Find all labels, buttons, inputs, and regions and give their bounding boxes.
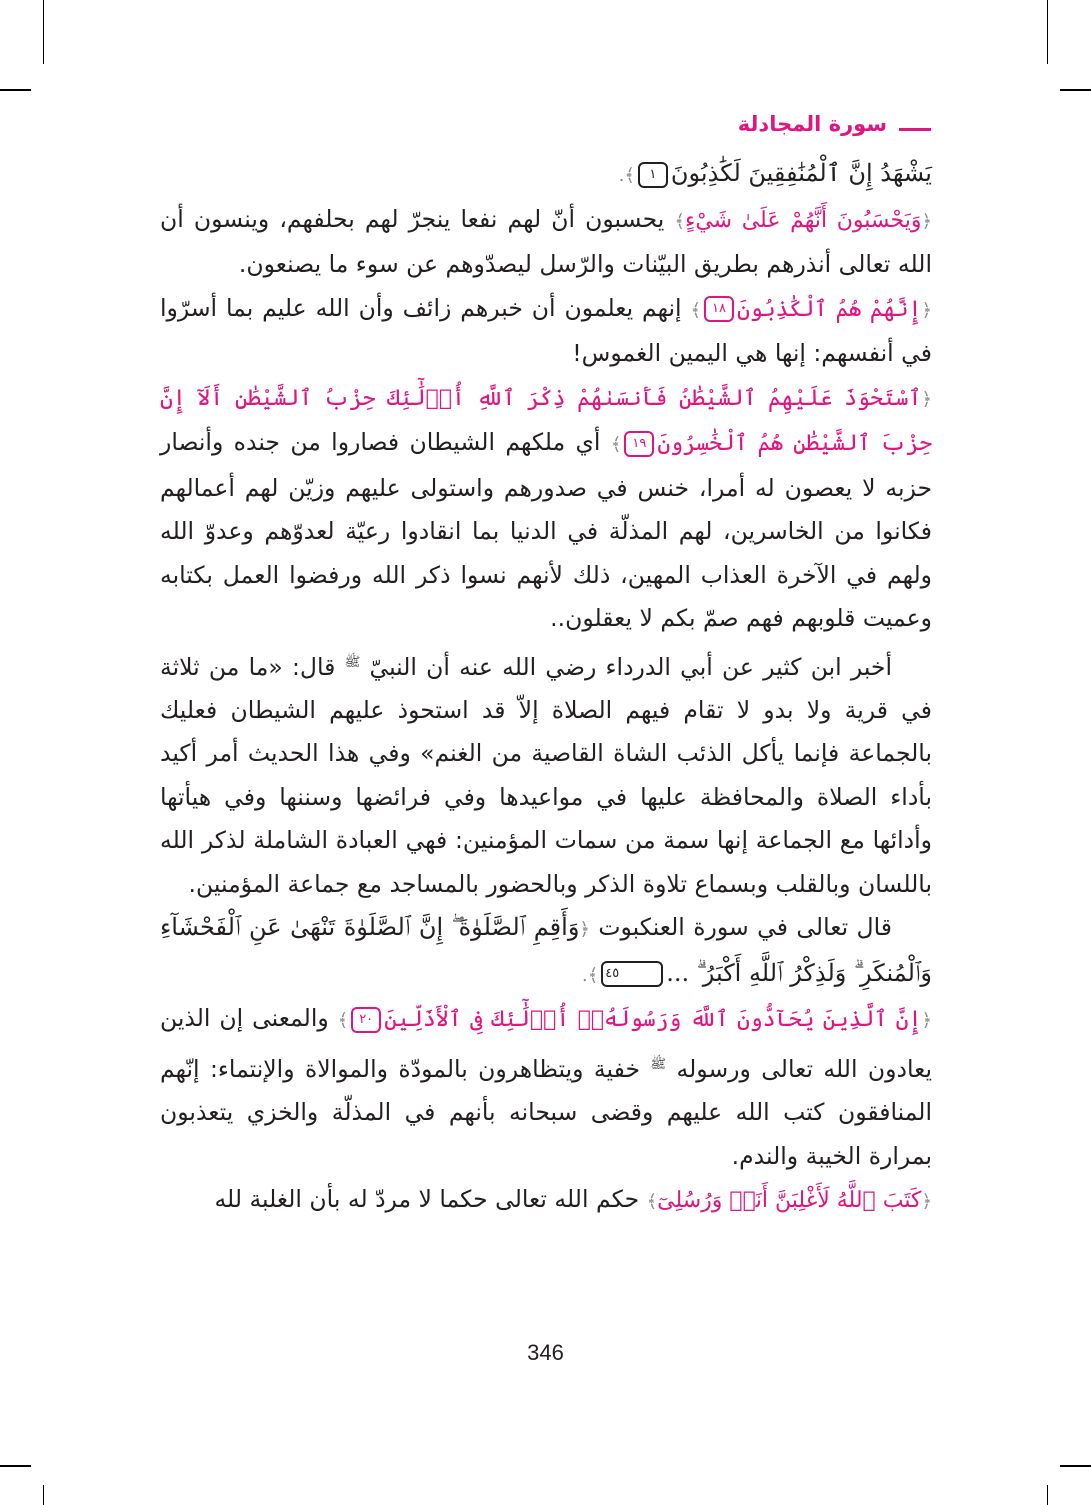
page-body	[160, 152, 932, 1224]
verse-number-badge: ٤٥	[601, 961, 663, 987]
quran-verse: كَتَبَ ٱللَّهُ لَأَغْلِبَنَّ أَنَا۠ وَرُسُلِىٓ	[657, 1188, 922, 1214]
commentary-text: أي ملكهم الشيطان فصاروا من جنده وأنصار حزبه لا يعصون له أمرا، خنس في صدورهم واستولى عليهم وزيّن لهم أعمالهم فكانوا من الخاسرين، لهم المذلّة في الدنيا بما انقادوا رعيّة لعدوّهم وعدوّ الله ولهم في الآخرة العذاب المهين، ذلك لأنهم نسوا ذكر الله ورفضوا العمل بكتابه وعميت قلوبهم فهم صمّ بكم لا يعقلون..	[160, 428, 932, 632]
ornate-bracket-icon: ﴾.	[618, 165, 635, 186]
page-number: 346	[527, 1340, 564, 1365]
ornate-bracket-icon: ﴿	[921, 299, 932, 321]
verse-number-badge: ١٨	[704, 296, 734, 322]
crop-mark-top-left-vertical	[43, 0, 44, 64]
commentary-text: والمعنى إن الذين يعادون الله تعالى ورسوله	[160, 1004, 932, 1083]
crop-mark-top-right-vertical	[1047, 0, 1048, 64]
commentary-text: حكم الله تعالى حكما لا مردّ له بأن الغلبة لله	[214, 1185, 647, 1214]
commentary-text: قال: «ما من ثلاثة في قرية ولا بدو لا تقام فيهم الصلاة إلاّ قد استحوذ عليهم الشيطان فعليك بالجماعة فإنما يأكل الذئب الشاة القاصية من الغنم» وفي هذا الحديث أمر أكيد بأداء الصلاة والمحافظة عليها في مواعيدها وفي فرائضها وسننها وفي هيأتها وأدائها مع الجماعة إنها سمة من سمات المؤمنين: فهي العبادة الشاملة لذكر الله باللسان وبالقلب وبسماع تلاوة الذكر وبالحضور بالمساجد مع جماعة المؤمنين.	[160, 652, 932, 898]
crop-mark-bottom-left-horizontal	[0, 1465, 31, 1467]
paragraph	[160, 198, 932, 287]
ornate-bracket-icon: ﴿	[579, 919, 590, 941]
commentary-text: خفية ويتظاهرون بالمودّة والموالاة والإنتماء: إنّهم المنافقون كتب الله عليهم وقضى سبحانه بأنهم في المذلّة والخزي يتعذبون بمرارة الخيبة والندم.	[160, 1054, 932, 1170]
verse-number-badge: ٢٠	[351, 1007, 381, 1033]
ornate-bracket-icon: ﴿	[921, 1191, 932, 1213]
commentary-text: أخبر ابن كثير عن أبي الدرداء رضي الله عنه أن النبيّ	[360, 652, 892, 681]
crop-mark-bottom-right-vertical	[1047, 1485, 1048, 1505]
surah-title: سورة المجادلة	[737, 112, 887, 136]
quran-verse: إِنَّ ٱلَّذِينَ يُحَآدُّونَ ٱللَّهَ وَرَسُولَهُۥٓ أُو۟لَٰٓئِكَ فِى ٱلْأَذَلِّينَ	[384, 1007, 922, 1033]
quran-verse: وَيَحْسَبُونَ أَنَّهُمْ عَلَىٰ شَيْءٍ	[684, 207, 922, 233]
paragraph	[160, 376, 932, 641]
running-header	[738, 112, 931, 136]
paragraph	[160, 906, 932, 997]
commentary-text: يحسبون أنّ لهم نفعا ينجرّ لهم بحلفهم، وينسون أن الله تعالى أنذرهم بطريق البيّنات والرّسل ليصدّوهم عن سوء ما يصنعون.	[160, 204, 932, 278]
ornate-bracket-icon: ﴾	[674, 210, 685, 232]
paragraph	[160, 287, 932, 376]
quran-verse: ٱسْتَحْوَذَ عَلَيْهِمُ ٱلشَّيْطَٰنُ فَأَنسَىٰهُمْ ذِكْرَ ٱللَّهِ أُو۟لَٰٓئِكَ حِزْبُ ٱلشَّيْطَٰنِ أَلَآ إِنَّ حِزْبَ ٱلشَّيْطَٰنِ هُمُ ٱلْخَٰسِرُونَ	[160, 385, 932, 456]
quran-verse: يَشْهَدُ إِنَّ ٱلْمُنَٰفِقِينَ لَكَٰذِبُونَ	[670, 159, 932, 187]
ornate-bracket-icon: ﴿	[921, 1010, 933, 1032]
crop-mark-top-left-horizontal	[0, 89, 31, 91]
crop-mark-bottom-left-vertical	[43, 1485, 44, 1505]
verse-number-badge: ١	[638, 162, 668, 188]
ornate-bracket-icon: ﴿	[921, 388, 932, 410]
ornate-bracket-icon: ﴾	[610, 434, 622, 455]
ornate-bracket-icon: ﴾	[690, 299, 701, 321]
paragraph	[160, 1178, 932, 1224]
paragraph	[160, 641, 932, 907]
paragraph	[160, 152, 932, 198]
crop-mark-top-right-horizontal	[1060, 89, 1091, 91]
commentary-text: إنهم يعلمون أن خبرهم زائف وأن الله عليم بما أسرّوا في أنفسهم: إنها هي اليمين الغموس!	[160, 293, 932, 367]
header-rule	[899, 128, 931, 131]
paragraph	[160, 997, 932, 1178]
salutation-glyph-icon: ﷺ	[344, 654, 361, 670]
quran-verse: وَأَقِمِ ٱلصَّلَوٰةَ ۖ إِنَّ ٱلصَّلَوٰةَ تَنْهَىٰ عَنِ ٱلْفَحْشَآءِ وَٱلْمُنكَرِ ۗ وَلَذِكْرُ ٱللَّهِ أَكْبَرُ ۗ ...	[160, 913, 932, 987]
salutation-glyph-icon: ﷺ	[650, 1056, 667, 1072]
commentary-text: قال تعالى في سورة العنكبوت	[589, 913, 893, 942]
ornate-bracket-icon: ﴾	[646, 1191, 658, 1213]
ornate-bracket-icon: ﴾	[337, 1010, 349, 1032]
ornate-bracket-icon: ﴿	[921, 210, 933, 232]
crop-mark-bottom-right-horizontal	[1060, 1465, 1091, 1467]
ornate-bracket-icon: ﴾.	[581, 964, 599, 986]
quran-verse: إِنَّهُمْ هُمُ ٱلْكَٰذِبُونَ	[737, 296, 922, 322]
verse-number-badge: ١٩	[624, 431, 654, 457]
